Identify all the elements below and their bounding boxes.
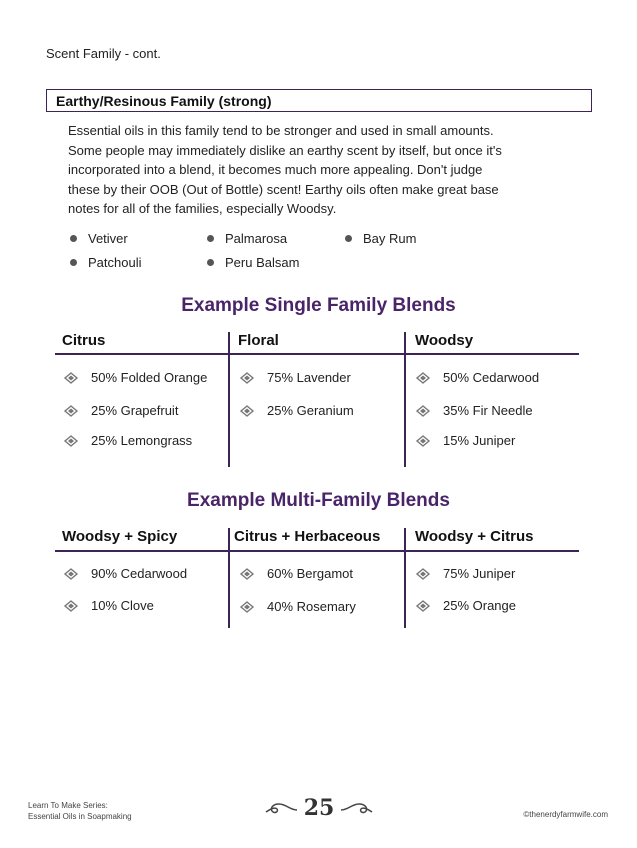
family-intro bbox=[68, 121, 578, 219]
oil-name: Vetiver bbox=[88, 231, 128, 246]
intro-line: notes for all of the families, especially Woodsy. bbox=[68, 201, 337, 216]
diamond-bullet-icon bbox=[239, 601, 255, 613]
oil-name: Bay Rum bbox=[363, 231, 417, 246]
blend-item bbox=[415, 598, 516, 613]
diamond-bullet-icon bbox=[415, 372, 431, 384]
multi-blends-heading: Example Multi-Family Blends bbox=[187, 490, 450, 511]
blend-item-label: 25% Geranium bbox=[267, 403, 354, 418]
blend-item bbox=[415, 433, 515, 448]
blend-item-label: 40% Rosemary bbox=[267, 599, 356, 614]
website-credit: ©thenerdyfarmwife.com bbox=[523, 810, 608, 819]
blend-item-label: 50% Folded Orange bbox=[91, 370, 208, 385]
oil-name: Palmarosa bbox=[225, 231, 288, 246]
intro-line: these by their OOB (Out of Bottle) scent! Earthy oils often make great base bbox=[68, 181, 499, 197]
oil-name: Patchouli bbox=[88, 255, 142, 270]
column-title-woodsy-spicy: Woodsy + Spicy bbox=[62, 528, 178, 545]
blend-item-label: 60% Bergamot bbox=[267, 566, 353, 581]
blend-item-label: 75% Juniper bbox=[443, 566, 516, 581]
blend-item bbox=[63, 566, 187, 581]
intro-line: incorporated into a blend, it becomes much more appealing. Don't judge bbox=[68, 162, 483, 177]
diamond-bullet-icon bbox=[415, 600, 431, 612]
intro-line: Some people may immediately dislike an earthy scent by itself, but once it's bbox=[68, 142, 502, 158]
table-header-rule bbox=[55, 550, 579, 552]
family-title: Earthy/Resinous Family (strong) bbox=[56, 93, 272, 109]
column-title-citrus-herbaceous: Citrus + Herbaceous bbox=[234, 528, 381, 545]
oil-bullet bbox=[207, 231, 287, 246]
multi-blends-table bbox=[55, 528, 579, 628]
diamond-bullet-icon bbox=[415, 435, 431, 447]
single-blends-heading: Example Single Family Blends bbox=[181, 295, 456, 316]
page-number: 25 bbox=[303, 795, 335, 821]
bullet-dot-icon bbox=[345, 235, 352, 242]
blend-item bbox=[63, 433, 192, 448]
column-divider bbox=[228, 528, 230, 628]
series-credit bbox=[28, 800, 132, 822]
diamond-bullet-icon bbox=[63, 405, 79, 417]
diamond-bullet-icon bbox=[239, 405, 255, 417]
bullet-dot-icon bbox=[70, 235, 77, 242]
bullet-dot-icon bbox=[207, 235, 214, 242]
blend-item bbox=[239, 599, 356, 614]
diamond-bullet-icon bbox=[415, 568, 431, 580]
oil-bullet bbox=[70, 231, 128, 246]
blend-item-label: 25% Lemongrass bbox=[91, 433, 193, 448]
blend-item-label: 75% Lavender bbox=[267, 370, 351, 385]
column-title-citrus: Citrus bbox=[62, 332, 106, 349]
page-number-block bbox=[262, 792, 376, 824]
diamond-bullet-icon bbox=[239, 568, 255, 580]
column-divider bbox=[404, 528, 406, 628]
blend-item bbox=[415, 403, 533, 418]
blend-item bbox=[63, 370, 207, 385]
series-line: Learn To Make Series: bbox=[28, 801, 108, 810]
blend-item bbox=[415, 370, 539, 385]
section-label: Scent Family - cont. bbox=[46, 46, 161, 61]
table-header-rule bbox=[55, 353, 579, 355]
column-divider bbox=[404, 332, 406, 467]
diamond-bullet-icon bbox=[63, 600, 79, 612]
blend-item bbox=[63, 598, 154, 613]
family-title-box bbox=[46, 89, 592, 112]
oil-name: Peru Balsam bbox=[225, 255, 300, 270]
blend-item-label: 10% Clove bbox=[91, 598, 154, 613]
blend-item bbox=[415, 566, 515, 581]
bullet-dot-icon bbox=[207, 259, 214, 266]
blend-item-label: 15% Juniper bbox=[443, 433, 516, 448]
blend-item bbox=[63, 403, 178, 418]
blend-item bbox=[239, 403, 354, 418]
right-flourish-icon bbox=[340, 800, 374, 816]
diamond-bullet-icon bbox=[239, 372, 255, 384]
column-title-floral: Floral bbox=[238, 332, 279, 349]
blend-item-label: 25% Orange bbox=[443, 598, 516, 613]
oil-bullet bbox=[345, 231, 416, 246]
column-title-woodsy-citrus: Woodsy + Citrus bbox=[415, 528, 534, 545]
oil-bullet bbox=[70, 255, 141, 270]
blend-item-label: 35% Fir Needle bbox=[443, 403, 533, 418]
diamond-bullet-icon bbox=[63, 568, 79, 580]
column-divider bbox=[228, 332, 230, 467]
column-title-woodsy: Woodsy bbox=[415, 332, 474, 349]
blend-item bbox=[239, 566, 353, 581]
series-line: Essential Oils in Soapmaking bbox=[28, 812, 132, 821]
diamond-bullet-icon bbox=[63, 372, 79, 384]
diamond-bullet-icon bbox=[63, 435, 79, 447]
intro-line: Essential oils in this family tend to be stronger and used in small amounts. bbox=[68, 123, 494, 138]
diamond-bullet-icon bbox=[415, 405, 431, 417]
oil-bullet bbox=[207, 255, 299, 270]
bullet-dot-icon bbox=[70, 259, 77, 266]
blend-item-label: 90% Cedarwood bbox=[91, 566, 188, 581]
blend-item-label: 25% Grapefruit bbox=[91, 403, 179, 418]
left-flourish-icon bbox=[264, 800, 298, 816]
blend-item-label: 50% Cedarwood bbox=[443, 370, 540, 385]
single-blends-table bbox=[55, 332, 579, 467]
blend-item bbox=[239, 370, 351, 385]
